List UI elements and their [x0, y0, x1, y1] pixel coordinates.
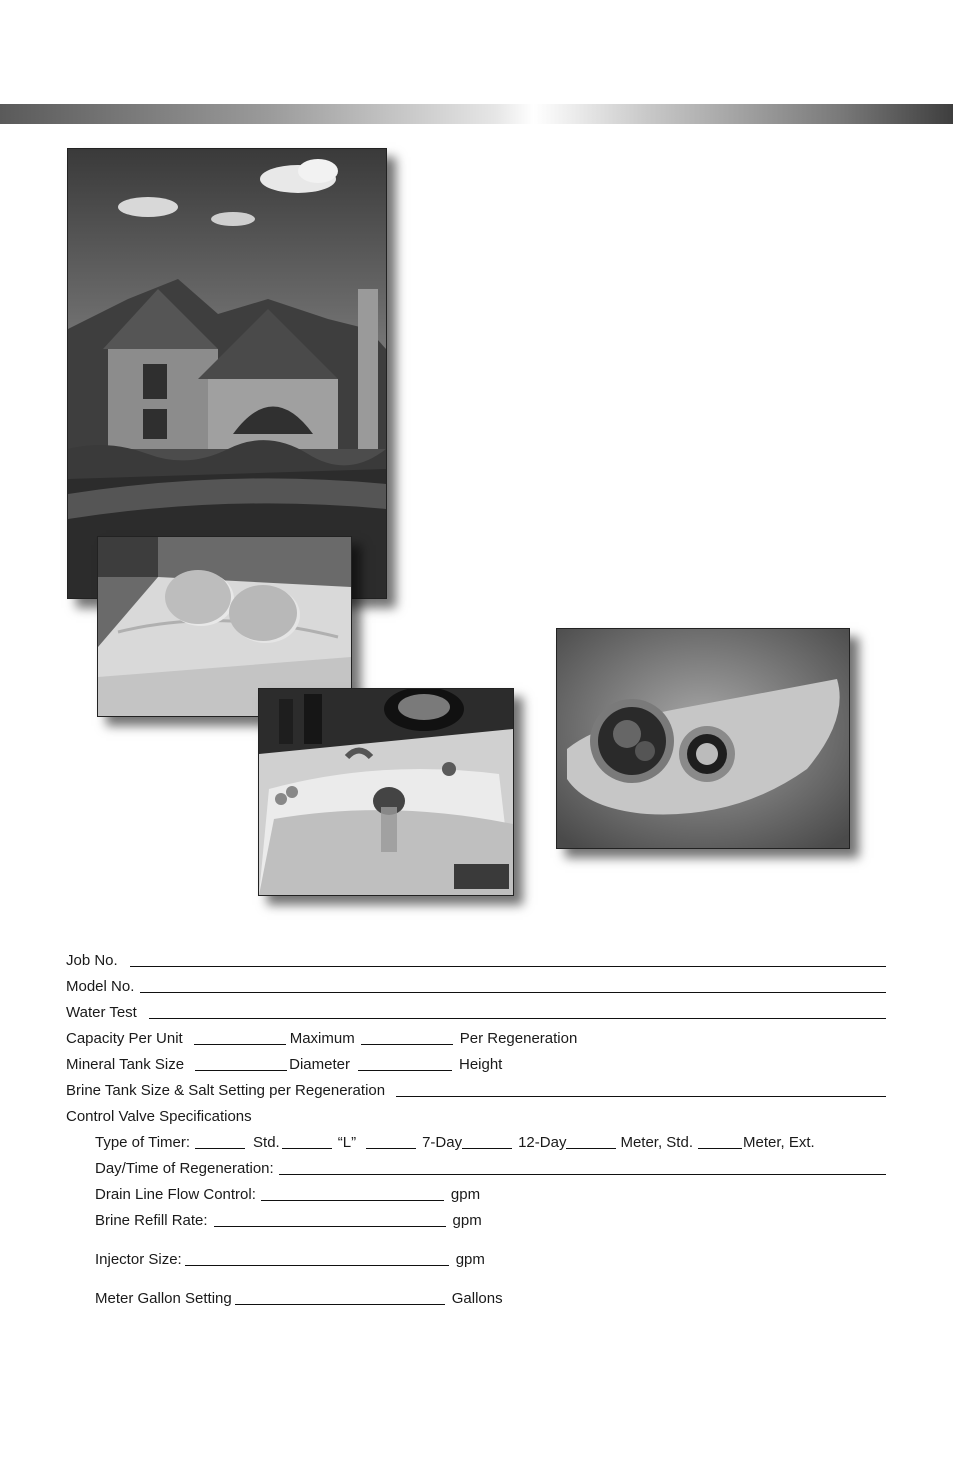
bathtub-photo: [258, 688, 514, 896]
height-field[interactable]: [358, 1070, 452, 1071]
job-no-label: Job No.: [66, 952, 118, 969]
drain-line-unit: gpm: [450, 1186, 481, 1203]
timer-std-field[interactable]: [195, 1148, 245, 1149]
job-no-field[interactable]: [130, 966, 886, 967]
injector-field[interactable]: [185, 1265, 449, 1266]
timer-l-label: “L”: [337, 1134, 357, 1151]
brine-refill-unit: gpm: [452, 1212, 482, 1229]
brine-tank-field[interactable]: [396, 1096, 886, 1097]
timer-std-label: Std.: [253, 1134, 280, 1151]
meter-gallon-unit: Gallons: [451, 1290, 503, 1307]
brine-tank-label: Brine Tank Size & Salt Setting per Regeneration: [66, 1082, 386, 1099]
timer-l-field[interactable]: [282, 1148, 332, 1149]
timer-meter-std-field[interactable]: [566, 1148, 616, 1149]
height-label: Height: [458, 1056, 503, 1073]
capacity-field[interactable]: [194, 1044, 286, 1045]
timer-7day-label: 7-Day: [422, 1134, 463, 1151]
timer-12day-field[interactable]: [462, 1148, 512, 1149]
meter-gallon-label: Meter Gallon Setting: [95, 1290, 232, 1307]
injector-unit: gpm: [455, 1251, 485, 1268]
control-valve-row: [66, 1107, 886, 1127]
model-no-field[interactable]: [140, 992, 886, 993]
model-no-row: [66, 977, 886, 997]
model-no-label: Model No.: [66, 978, 135, 995]
water-test-row: [66, 1003, 886, 1023]
injector-label: Injector Size:: [95, 1251, 182, 1268]
pipes-photo: [556, 628, 850, 849]
timer-row: [95, 1133, 886, 1153]
diameter-label: Diameter: [289, 1056, 350, 1073]
day-time-row: [95, 1159, 886, 1179]
timer-label: Type of Timer:: [95, 1134, 191, 1151]
meter-gallon-row: [95, 1289, 886, 1309]
brine-refill-row: [95, 1211, 886, 1231]
drain-line-field[interactable]: [261, 1200, 444, 1201]
timer-meter-ext-field[interactable]: [698, 1148, 742, 1149]
maximum-label: Maximum: [289, 1030, 355, 1047]
per-regeneration-label: Per Regeneration: [459, 1030, 578, 1047]
drain-line-row: [95, 1185, 886, 1205]
header-gradient-bar: [0, 104, 953, 124]
water-test-field[interactable]: [149, 1018, 886, 1019]
mineral-tank-label: Mineral Tank Size: [66, 1056, 185, 1073]
timer-meter-std-label: Meter, Std.: [620, 1134, 693, 1151]
capacity-row: [66, 1029, 886, 1049]
brine-tank-row: [66, 1081, 886, 1101]
house-photo: [67, 148, 387, 599]
mineral-tank-row: [66, 1055, 886, 1075]
timer-7day-field[interactable]: [366, 1148, 416, 1149]
injector-row: [95, 1250, 886, 1270]
day-time-label: Day/Time of Regeneration:: [95, 1160, 274, 1177]
day-time-field[interactable]: [279, 1174, 886, 1175]
timer-meter-ext-label: Meter, Ext.: [743, 1134, 815, 1151]
drain-line-label: Drain Line Flow Control:: [95, 1186, 256, 1203]
meter-gallon-field[interactable]: [235, 1304, 445, 1305]
water-test-label: Water Test: [66, 1004, 137, 1021]
capacity-label: Capacity Per Unit: [66, 1030, 183, 1047]
brine-refill-field[interactable]: [214, 1226, 446, 1227]
brine-refill-label: Brine Refill Rate:: [95, 1212, 208, 1229]
job-no-row: [66, 951, 886, 971]
control-valve-label: Control Valve Specifications: [66, 1108, 252, 1125]
per-regeneration-field[interactable]: [361, 1044, 453, 1045]
diameter-field[interactable]: [195, 1070, 287, 1071]
timer-12day-label: 12-Day: [518, 1134, 567, 1151]
